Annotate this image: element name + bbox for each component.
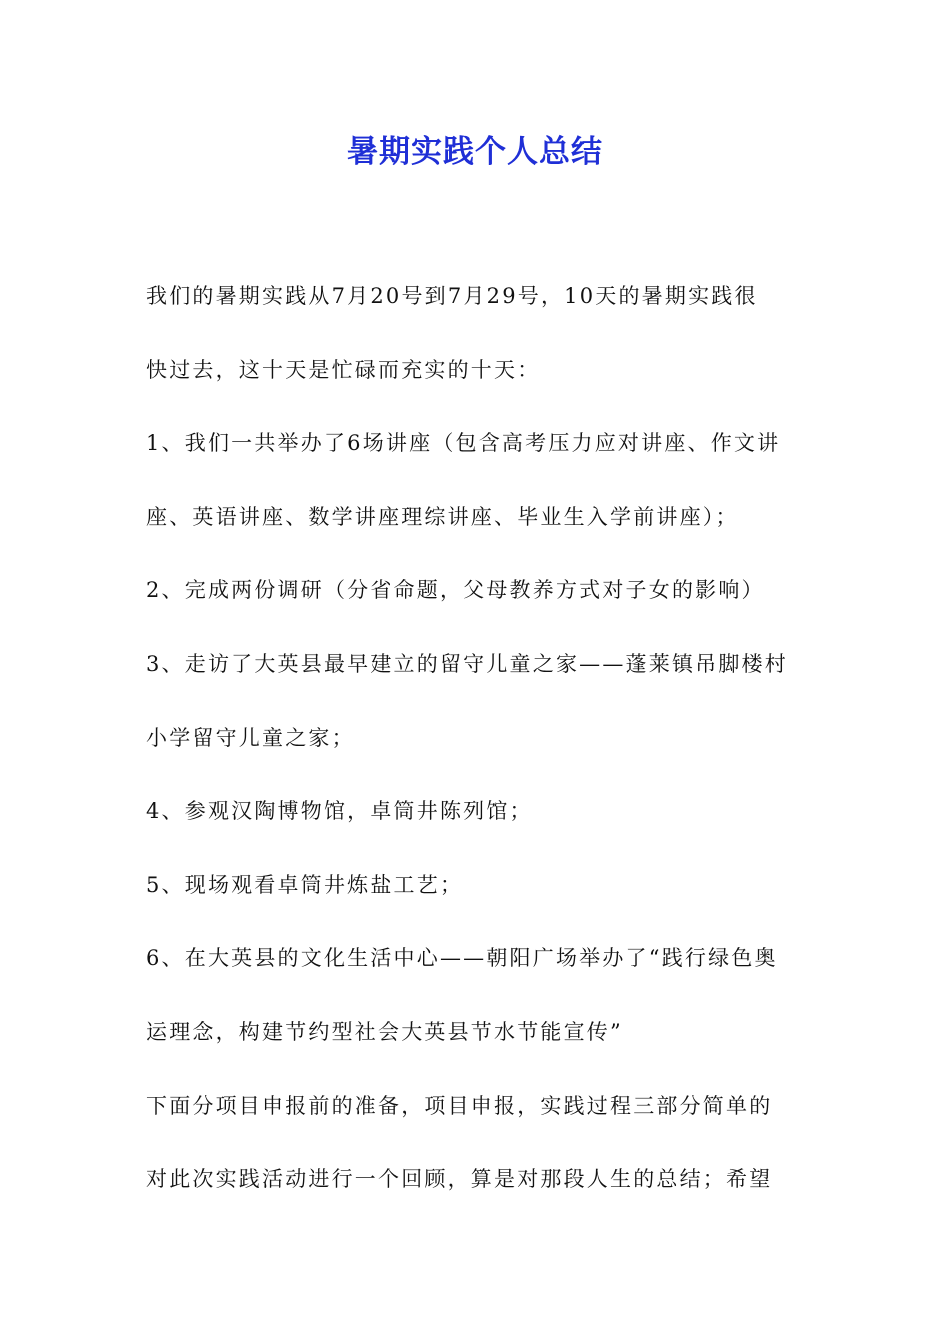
document-title: 暑期实践个人总结 [347, 134, 603, 170]
list-item: 3、走访了大英县最早建立的留守儿童之家——蓬莱镇吊脚楼村 [146, 651, 788, 676]
paragraph-line: 对此次实践活动进行一个回顾，算是对那段人生的总结；希望 [146, 1167, 773, 1192]
list-item: 2、完成两份调研（分省命题，父母教养方式对子女的影响） [146, 578, 765, 603]
paragraph-line: 快过去，这十天是忙碌而充实的十天： [146, 357, 541, 382]
list-item: 1、我们一共举办了6场讲座（包含高考压力应对讲座、作文讲 [146, 431, 781, 456]
document-body [146, 260, 811, 1217]
list-item: 4、参观汉陶博物馆，卓筒井陈列馆； [146, 799, 533, 824]
list-item-continuation: 小学留守儿童之家； [146, 725, 355, 750]
list-item-continuation: 运理念，构建节约型社会大英县节水节能宣传” [146, 1019, 623, 1044]
list-item-continuation: 座、英语讲座、数学讲座理综讲座、毕业生入学前讲座）； [146, 504, 739, 529]
list-item: 6、在大英县的文化生活中心——朝阳广场举办了“践行绿色奥 [146, 946, 778, 971]
paragraph-line: 下面分项目申报前的准备，项目申报，实践过程三部分简单的 [146, 1093, 773, 1118]
paragraph-line: 我们的暑期实践从7月20号到7月29号，10天的暑期实践很 [146, 284, 758, 308]
list-item: 5、现场观看卓筒井炼盐工艺； [146, 872, 464, 897]
